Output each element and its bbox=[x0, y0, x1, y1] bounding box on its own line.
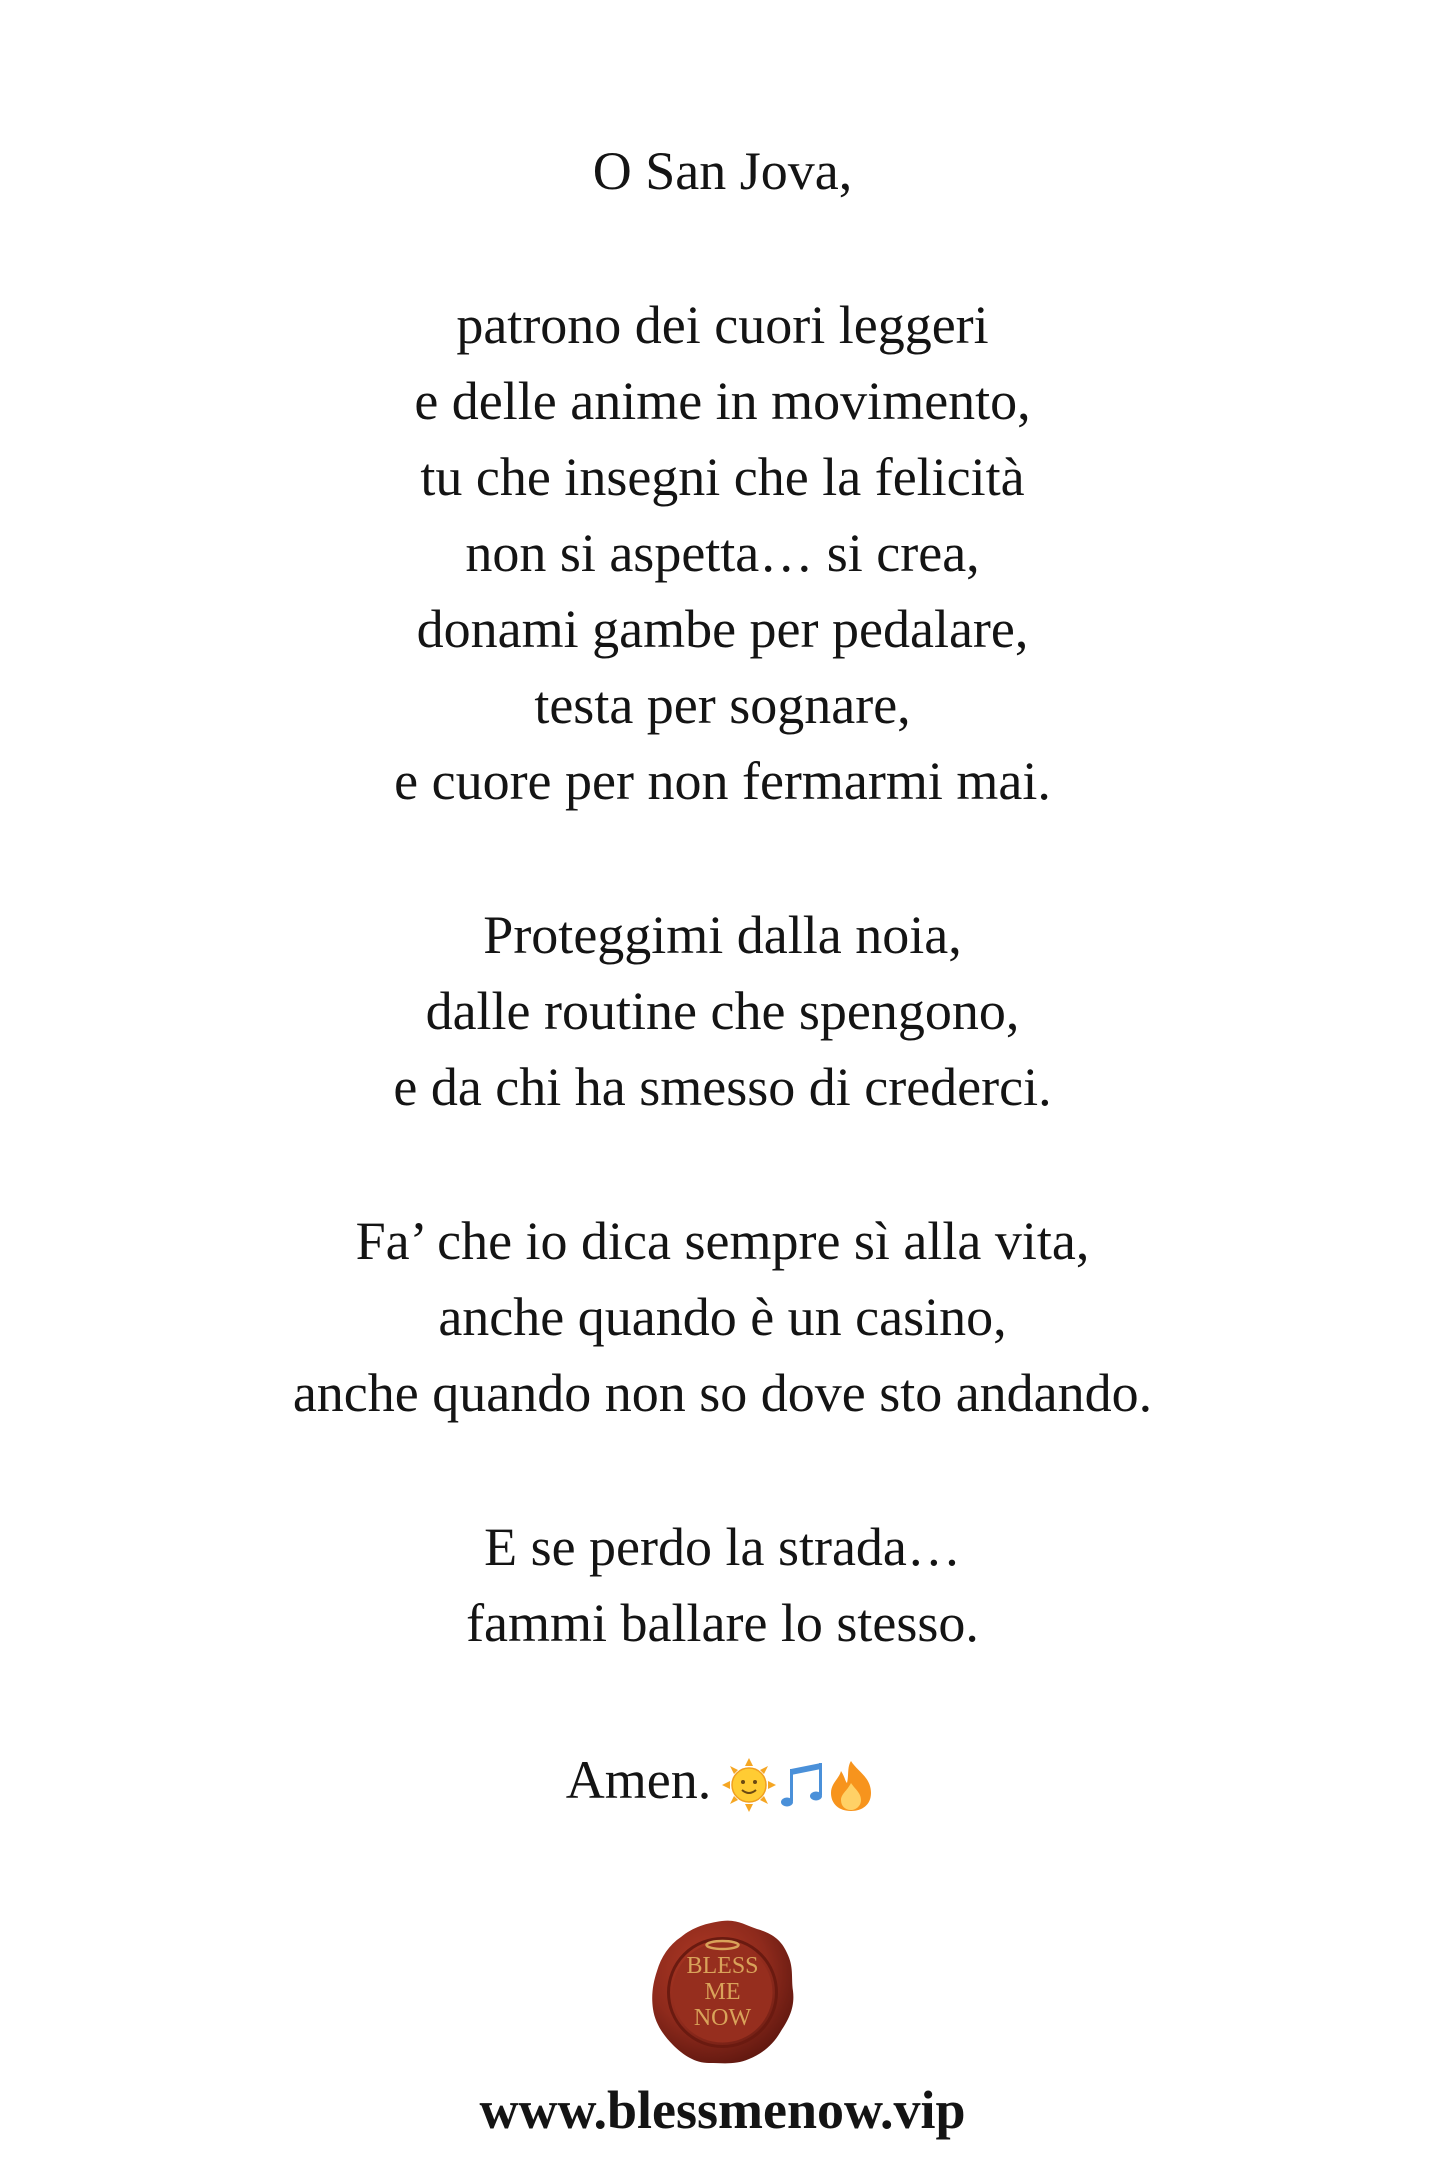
stanza1-line-6: testa per sognare, bbox=[534, 675, 911, 735]
stanza1-line-4: non si aspetta… si crea, bbox=[465, 523, 980, 583]
seal-line-2: ME bbox=[704, 1979, 741, 2005]
closing-icons-svg bbox=[721, 1757, 879, 1813]
wax-seal-logo bbox=[645, 1915, 800, 2070]
stanza3-line-3: anche quando non so dove sto andando. bbox=[292, 1363, 1153, 1423]
seal-line-3: NOW bbox=[693, 2005, 752, 2031]
seal-line-1: BLESS bbox=[686, 1953, 759, 1979]
stanza1-line-3: tu che insegni che la felicità bbox=[420, 447, 1025, 507]
musical-notes-icon bbox=[781, 1763, 822, 1807]
sun-with-face-icon bbox=[722, 1758, 776, 1812]
stanza4-line-2: fammi ballare lo stesso. bbox=[466, 1593, 979, 1653]
stanza2-line-1: Proteggimi dalla noia, bbox=[483, 905, 962, 965]
bless-me-now-seal bbox=[645, 1915, 800, 2070]
closing-row bbox=[0, 1745, 1445, 1821]
stanza1-line-1: patrono dei cuori leggeri bbox=[456, 295, 989, 355]
salutation: O San Jova, bbox=[592, 141, 853, 201]
stanza2-line-3: e da chi ha smesso di crederci. bbox=[393, 1057, 1052, 1117]
closing-text: Amen. bbox=[565, 1750, 712, 1810]
closing-icons bbox=[721, 1745, 879, 1815]
stanza1-line-7: e cuore per non fermarmi mai. bbox=[394, 751, 1051, 811]
stanza1-line-5: donami gambe per pedalare, bbox=[416, 599, 1029, 659]
stanza3-line-2: anche quando è un casino, bbox=[438, 1287, 1007, 1347]
website-url[interactable]: www.blessmenow.vip bbox=[479, 2080, 966, 2140]
stanza4-line-1: E se perdo la strada… bbox=[484, 1517, 961, 1577]
stanza1-line-2: e delle anime in movimento, bbox=[414, 371, 1031, 431]
stanza3-line-1: Fa’ che io dica sempre sì alla vita, bbox=[355, 1211, 1090, 1271]
stanza2-line-2: dalle routine che spengono, bbox=[425, 981, 1020, 1041]
fire-icon bbox=[831, 1761, 871, 1811]
